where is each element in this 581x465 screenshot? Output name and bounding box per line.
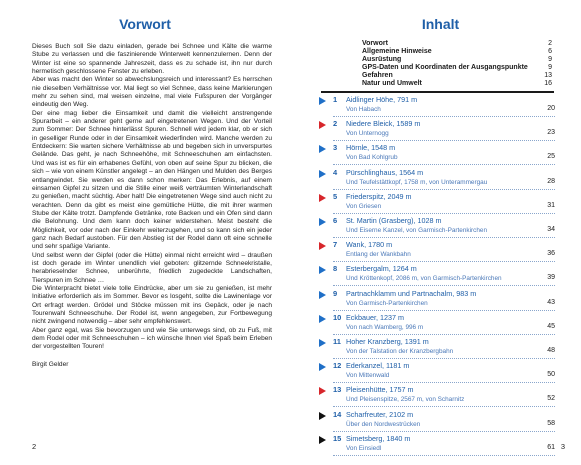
tour-number: 12 — [333, 361, 342, 371]
tour-number: 11 — [333, 337, 341, 346]
toc-tour-item[interactable] — [319, 95, 555, 121]
tour-divider — [333, 334, 555, 336]
toc-front-page: 9 — [548, 64, 552, 72]
toc-tour-item[interactable] — [319, 385, 555, 411]
triangle-marker-icon — [319, 315, 326, 323]
tour-page-number: 36 — [547, 250, 555, 258]
tour-title: Scharfreuter, 2102 m — [346, 409, 414, 419]
tour-divider — [333, 455, 555, 457]
toc-front-page: 13 — [544, 72, 552, 80]
tour-title: Esterbergalm, 1264 m — [346, 264, 417, 274]
tour-subtitle: Von der Talstation der Kranzbergbahn — [346, 348, 454, 355]
triangle-marker-icon — [319, 339, 326, 347]
toc-front-page: 9 — [548, 56, 552, 64]
tour-title: St. Martin (Grasberg), 1028 m — [346, 216, 442, 225]
triangle-marker-icon — [319, 218, 326, 226]
triangle-marker-icon — [319, 436, 326, 444]
preface-paragraph: Und selbst wenn der Gipfel (oder die Hütte) einmal nicht erreicht wird – draußen ist doch gerade im Winter unendlich viel geboten: glitzernde Schneekristalle, herabrieselnder Schnee, unberührte, friedlich zugedeckte Landschaften, Tierspuren im Schnee … — [32, 251, 272, 284]
tour-number: 4 — [333, 167, 338, 177]
triangle-marker-icon — [319, 97, 326, 105]
tour-subtitle: Von nach Wamberg, 996 m — [346, 323, 424, 331]
triangle-marker-icon — [319, 242, 326, 250]
triangle-marker-icon — [319, 291, 326, 299]
tour-subtitle: Und Teufelstättkopf, 1758 m, von Unterammergau — [346, 178, 488, 186]
toc-tour-item[interactable] — [319, 313, 555, 339]
tour-subtitle: Und Eiserne Kanzel, von Garmisch-Partenkirchen — [346, 227, 488, 234]
triangle-marker-icon — [319, 266, 326, 274]
toc-tour-item[interactable] — [319, 168, 555, 194]
tour-divider — [333, 431, 555, 433]
tour-subtitle: Entlang der Wankbahn — [346, 251, 411, 259]
tour-number: 9 — [333, 288, 338, 298]
tour-subtitle: Und Kröttenkopf, 2086 m, von Garmisch-Partenkirchen — [346, 275, 502, 283]
tour-page-number: 34 — [547, 226, 555, 233]
tour-page-number: 48 — [547, 347, 555, 354]
tour-page-number: 31 — [547, 201, 555, 209]
toc-front-row[interactable] — [362, 72, 552, 80]
preface-paragraph: Aber was macht den Winter so abwechslungsreich und interessant? Es herrschen nie dieselben Verhältnisse vor. Mal liegt so viel Schnee, dass keine Markierungen mehr zu sehen sind, mal weisen einzelne, mal viele Fußspuren der Vorgänger eindeutig den Weg. — [32, 76, 272, 109]
tour-title: Pürschlinghaus, 1564 m — [346, 167, 424, 177]
tour-divider — [333, 164, 555, 166]
tour-title: Hoher Kranzberg, 1391 m — [346, 337, 429, 346]
preface-body — [32, 43, 272, 369]
tour-subtitle: Von Garmisch-Partenkirchen — [346, 299, 428, 307]
tour-subtitle: Von Mittenwald — [346, 372, 390, 380]
toc-tour-item[interactable] — [319, 434, 555, 460]
toc-tour-item[interactable] — [319, 216, 555, 242]
tour-subtitle: Von Einsiedl — [346, 444, 382, 452]
triangle-marker-icon — [319, 194, 326, 202]
toc-tour-item[interactable] — [319, 361, 555, 387]
triangle-marker-icon — [319, 170, 326, 178]
triangle-marker-icon — [319, 412, 326, 420]
tour-divider — [333, 382, 555, 384]
tour-title: Eckbauer, 1237 m — [346, 312, 404, 322]
tour-title: Partnachklamm und Partnachalm, 983 m — [346, 288, 477, 298]
tour-number: 13 — [333, 385, 342, 395]
preface-paragraph: Der eine mag lieber die Einsamkeit und damit die vielleicht anstrengende Spurarbeit – ein anderer geht gerne auf eingetretenen Wegen. Und der Vorteil zum Sommer: Der Schnee hinterlässt Spuren. Schnell wird jedem klar, ob er sich in geselliger Runde oder in der Einsamkeit wiederfinden wird. Manche werden zu Entdeckern: Sie warten sichere Verhältnisse ab und begeben sich in unverspurtes Gelände. Das geht, je nach Schneehöhe, mit Schneeschuhen am einfachsten. Und was ist es für ein erhabenes Gefühl, von oben auf seine Spur zu blicken, die sich – wie von einem Künstler angelegt – an den Hängen und Mulden des Berges entlangwindet. Sie werden es dann schon merken: Das Erlebnis, auf einem einsamen Gipfel zu sitzen und die Stille einer weiß verträumten Winterlandschaft zu genießen, macht süchtig. Aber halt! Die eingetretenen Wege sind auch nicht zu verachten. Denn da gibt es meist eine gemütliche Hütte, die mit ihrer warmen Stube der Kälte trotzt. Dampfende Getränke, rote Backen und ein Ofen sind dann die Belohnung. Und dem kann doch keiner widerstehen. Meist besteht die Möglichkeit, vor oder nach der Einkehr weiterzugehen, und so kann sich ein jeder ganz nach Bedarf austoben. Für den Abstieg ist der Rodel dann oft eine schnelle und sehr spaßige Variante. — [32, 109, 272, 251]
toc-tour-item[interactable] — [319, 143, 555, 169]
tour-title: Wank, 1780 m — [346, 240, 393, 250]
toc-tour-item[interactable] — [319, 192, 555, 218]
left-page — [0, 0, 290, 465]
tour-number: 3 — [333, 143, 338, 153]
tour-page-number: 20 — [547, 105, 555, 112]
toc-tour-item[interactable] — [319, 240, 555, 266]
toc-front-row[interactable] — [362, 40, 552, 48]
tour-divider — [333, 261, 555, 263]
triangle-marker-icon — [319, 121, 326, 129]
tour-title: Ederkanzel, 1181 m — [346, 361, 410, 371]
toc-tour-item[interactable] — [319, 410, 555, 436]
tour-page-number: 52 — [547, 395, 555, 403]
toc-front-page: 2 — [548, 40, 552, 47]
toc-front-page: 16 — [544, 80, 552, 88]
tour-divider — [333, 358, 555, 360]
tour-subtitle: Über den Nordwestrücken — [346, 420, 421, 428]
preface-paragraph: Aber ganz egal, was Sie bevorzugen und wie Sie unterwegs sind, ob zu Fuß, mit dem Rodel oder mit Schneeschuhen – ich wünsche Ihnen viel Spaß beim Erleben der vorgestellten Touren! — [32, 326, 272, 351]
tour-number: 7 — [333, 240, 338, 250]
tour-divider — [333, 116, 555, 118]
tour-subtitle: Von Habach — [346, 106, 381, 113]
tour-divider — [333, 140, 555, 142]
toc-front-row[interactable] — [362, 56, 552, 64]
tour-page-number: 39 — [547, 274, 555, 282]
tour-number: 8 — [333, 264, 338, 274]
tour-number: 1 — [333, 95, 338, 104]
tour-subtitle: Von Unternogg — [346, 130, 389, 138]
tour-title: Niedere Bleick, 1589 m — [346, 119, 421, 129]
toc-title: Inhalt — [421, 16, 460, 32]
toc-front-row[interactable] — [362, 48, 552, 56]
preface-title: Vorwort — [119, 16, 171, 32]
toc-front-label: Natur und Umwelt — [362, 80, 422, 88]
tour-title: Simetsberg, 1840 m — [346, 433, 411, 443]
toc-tour-item[interactable] — [319, 337, 555, 363]
tour-page-number: 43 — [547, 298, 555, 306]
page-number-left: 2 — [32, 442, 37, 451]
tour-subtitle: Und Pleisenspitze, 2567 m, von Scharnitz — [346, 396, 465, 404]
toc-front-page: 6 — [548, 48, 552, 56]
toc-tour-item[interactable] — [319, 264, 555, 290]
tour-page-number: 23 — [547, 129, 555, 137]
tour-divider — [333, 310, 555, 312]
tour-number: 10 — [333, 312, 342, 322]
tour-page-number: 58 — [547, 419, 555, 427]
toc-front-label: Ausrüstung — [362, 56, 402, 64]
tour-number: 6 — [333, 216, 338, 225]
tour-divider — [333, 213, 555, 215]
toc-front-label: Allgemeine Hinweise — [362, 48, 432, 56]
toc-tour-item[interactable] — [319, 119, 555, 145]
tour-divider — [333, 406, 555, 408]
tour-number: 2 — [333, 119, 338, 129]
tour-subtitle: Von Bad Kohlgrub — [346, 154, 398, 162]
tour-page-number: 61 — [547, 443, 555, 451]
toc-front-label: Gefahren — [362, 72, 393, 80]
tour-page-number: 28 — [547, 177, 555, 185]
tour-divider — [333, 189, 555, 191]
triangle-marker-icon — [319, 363, 326, 371]
toc-rule — [321, 91, 554, 93]
preface-paragraph: Dieses Buch soll Sie dazu einladen, gerade bei Schnee und Kälte die warme Stube zu verlassen und die faszinierende Winterwelt kennenzulernen. Denn der Winter ist eine so spannende Jahreszeit, dass es zu schade ist, ihn nur durch hermetisch geschlossene Fenster zu erleben. — [32, 43, 272, 76]
toc-front-row[interactable] — [362, 64, 552, 72]
page-number-right: 3 — [560, 442, 565, 451]
tour-title: Pleisenhütte, 1757 m — [346, 385, 414, 395]
tour-number: 5 — [333, 191, 338, 201]
tour-divider — [333, 285, 555, 287]
tour-subtitle: Von Griesen — [346, 202, 382, 210]
author-signature: Birgit Gelder — [32, 360, 69, 368]
tour-title: Hörnle, 1548 m — [346, 143, 396, 153]
toc-front-row[interactable] — [362, 80, 552, 88]
triangle-marker-icon — [319, 387, 326, 395]
tour-title: Friederspitz, 2049 m — [346, 191, 412, 201]
tour-divider — [333, 237, 555, 239]
tour-number: 15 — [333, 433, 342, 443]
tour-page-number: 45 — [547, 322, 555, 330]
tour-page-number: 50 — [547, 371, 555, 379]
tour-number: 14 — [333, 409, 342, 419]
toc-tour-item[interactable] — [319, 289, 555, 315]
triangle-marker-icon — [319, 145, 326, 153]
tour-title: Aidlinger Höhe, 791 m — [346, 95, 418, 104]
tour-page-number: 25 — [547, 153, 555, 161]
toc-front-label: GPS-Daten und Koordinaten der Ausgangspunkte — [362, 64, 528, 72]
toc-front-matter — [362, 40, 552, 89]
preface-paragraph: Die Winterpracht bietet viele tolle Eindrücke, aber um sie zu genießen, ist mehr Initiative erforderlich als im Sommer. Bevor es losgeht, sollte die Lawinenlage vor Ort erfragt werden. Grödel und Stöcke müssen mit ins Gepäck, oder je nach Tourenwahl Schneeschuhe. Der Rodel ist, wenn angegeben, zur Fortbewegung nicht zwingend notwendig – aber sehr empfehlenswert. — [32, 284, 272, 326]
toc-front-label: Vorwort — [362, 40, 388, 47]
